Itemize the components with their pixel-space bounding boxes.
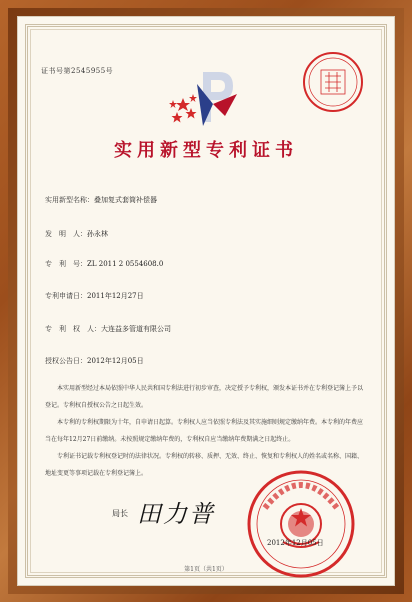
field-value: 2011年12月27日: [87, 292, 144, 300]
field-value: 叠加复式套筒补偿器: [94, 196, 157, 204]
page-footer: 第1页（共1页）: [184, 566, 228, 573]
paragraph-2: 本专利的专利权期限为十年，自申请日起算。专利权人应当依照专利法及其实施细则规定缴纳年费。本专利的年费应当在每年12月27日前缴纳。未按照规定缴纳年费的，专利权自应当缴纳年费期满之日起终止。: [45, 419, 364, 443]
director-signature: 田力普: [137, 500, 215, 528]
patent-office-logo-icon: [167, 64, 255, 136]
certificate-number: 证书号第2545955号: [41, 67, 114, 75]
field-grant-date: [45, 356, 144, 366]
signature-label: 局长: [112, 509, 128, 518]
field-label: 实用新型名称：: [45, 196, 94, 204]
field-label: 授权公告日：: [45, 357, 87, 365]
field-patent-number: [45, 259, 163, 269]
field-label: 专 利 号：: [45, 260, 87, 268]
field-utility-model-name: [45, 195, 157, 205]
field-label: 专 利 权 人：: [45, 325, 101, 333]
field-value: 2012年12月05日: [87, 357, 144, 365]
field-inventor: [45, 229, 108, 239]
field-label: 专利申请日：: [45, 292, 87, 300]
field-patentee: [45, 324, 171, 334]
paragraph-1: 本实用新型经过本局依照中华人民共和国专利法进行初步审查，决定授予专利权，颁发本证书并在专利登记簿上予以登记。专利权自授权公告之日起生效。: [45, 385, 364, 409]
field-label: 发 明 人：: [45, 230, 87, 238]
field-value: 孙永林: [87, 230, 108, 238]
paragraph-3: 专利证书记载专利权登记时的法律状况。专利权的转移、质押、无效、终止、恢复和专利权人的姓名或名称、国籍、地址变更等事项记载在专利登记簿上。: [45, 453, 364, 477]
patent-office-seal-icon: [301, 50, 365, 114]
field-application-date: [45, 291, 144, 301]
field-value: ZL 2011 2 0554608.0: [87, 260, 164, 268]
certificate-paper: [17, 16, 395, 586]
certificate-title: 实用新型专利证书: [114, 140, 298, 161]
field-value: 大连益多管道有限公司: [101, 325, 171, 333]
stamp-date: 2012年12月05日: [267, 539, 324, 547]
